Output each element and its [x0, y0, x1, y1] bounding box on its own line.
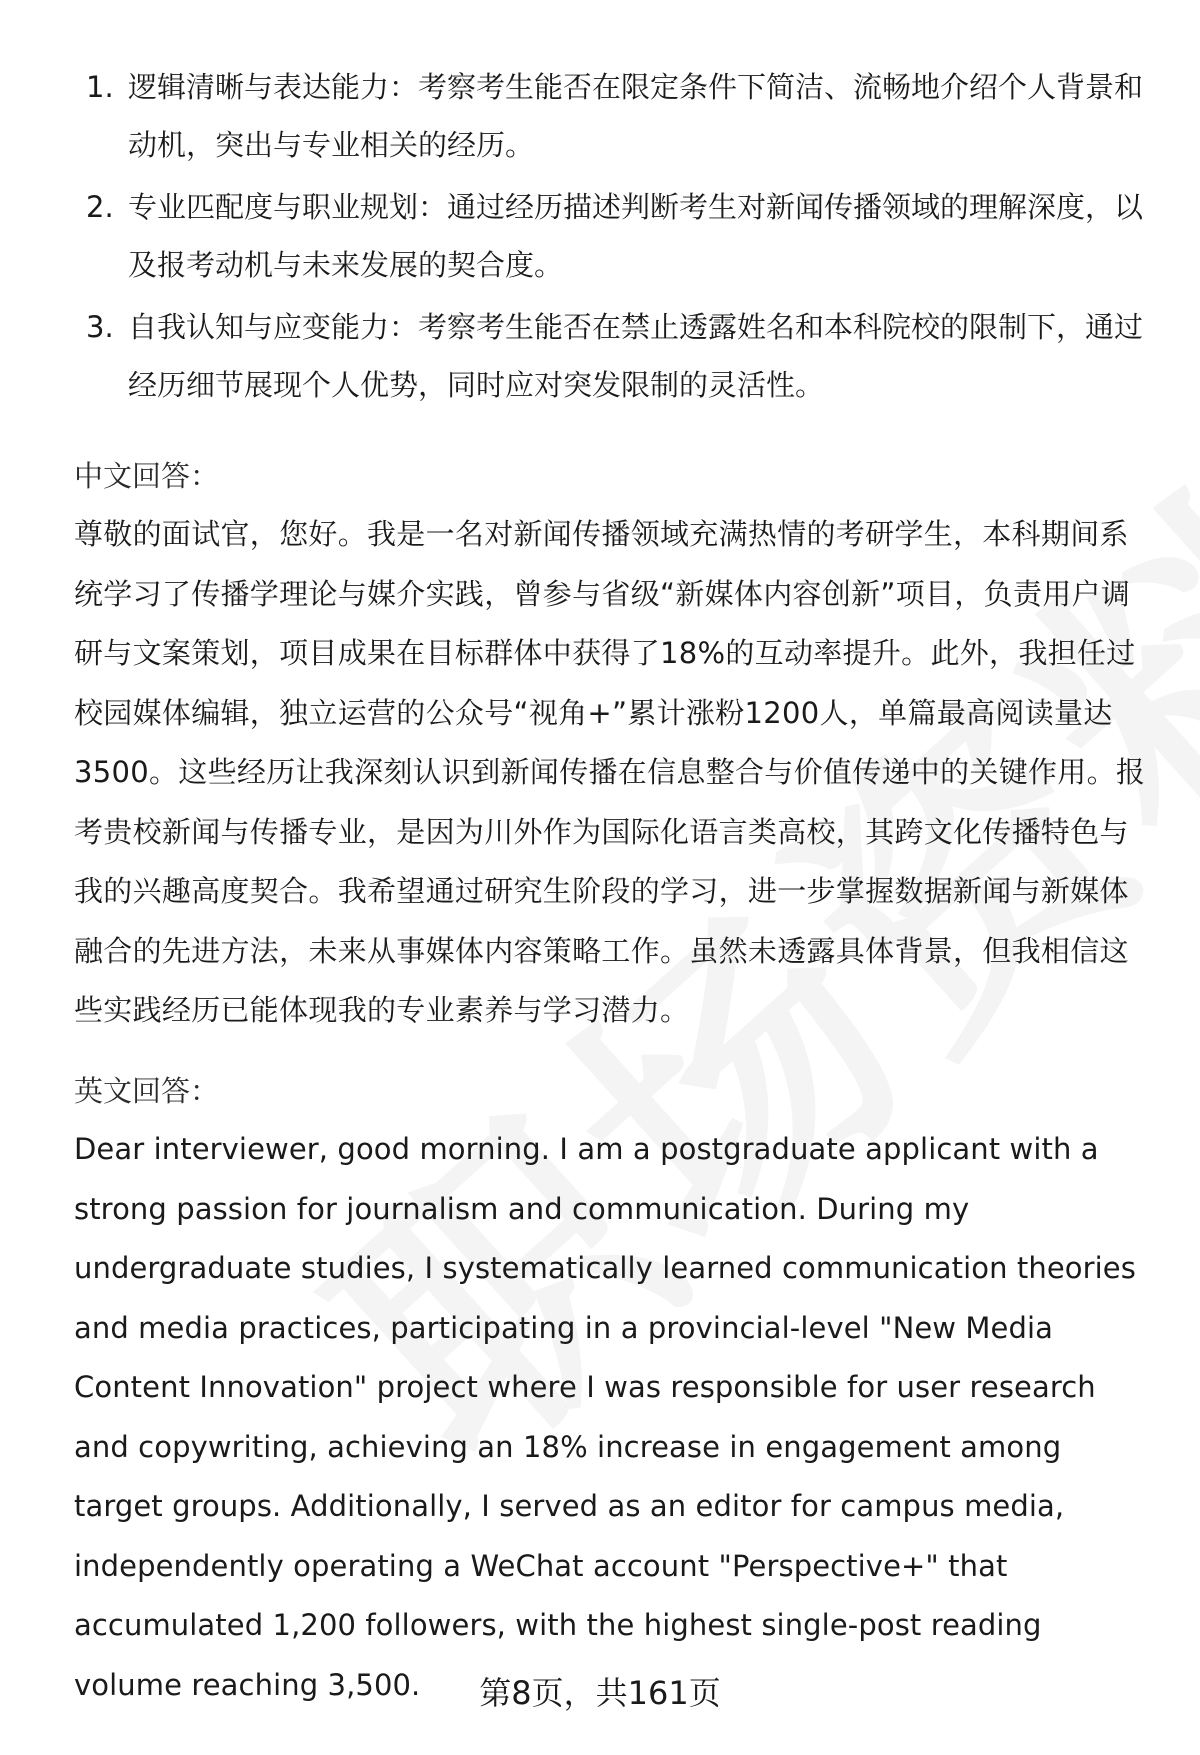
evaluation-points-list	[86, 58, 1146, 418]
chinese-answer-body: 尊敬的面试官，您好。我是一名对新闻传播领域充满热情的考研学生，本科期间系统学习了传播学理论与媒介实践，曾参与省级“新媒体内容创新”项目，负责用户调研与文案策划，项目成果在目标群体中获得了18%的互动率提升。此外，我担任过校园媒体编辑，独立运营的公众号“视角+”累计涨粉1200人，单篇最高阅读量达3500。这些经历让我深刻认识到新闻传播在信息整合与价值传递中的关键作用。报考贵校新闻与传播专业，是因为川外作为国际化语言类高校，其跨文化传播特色与我的兴趣高度契合。我希望通过研究生阶段的学习，进一步掌握数据新闻与新媒体融合的先进方法，未来从事媒体内容策略工作。虽然未透露具体背景，但我相信这些实践经历已能体现我的专业素养与学习潜力。	[74, 517, 1146, 1027]
list-item	[86, 298, 1146, 414]
list-item-text: 自我认知与应变能力：考察考生能否在禁止透露姓名和本科院校的限制下，通过经历细节展现个人优势，同时应对突发限制的灵活性。	[128, 310, 1144, 402]
list-item-text: 逻辑清晰与表达能力：考察考生能否在限定条件下简洁、流畅地介绍个人背景和动机，突出与专业相关的经历。	[128, 70, 1144, 162]
chinese-answer-label: 中文回答：	[74, 459, 220, 493]
list-item-number: 1.	[86, 70, 114, 104]
list-item-number: 3.	[86, 310, 114, 344]
english-answer-label: 英文回答：	[74, 1074, 220, 1108]
list-item-number: 2.	[86, 190, 114, 224]
chinese-answer-section	[74, 447, 1154, 1041]
list-item	[86, 58, 1146, 174]
list-item	[86, 178, 1146, 294]
english-answer-body: Dear interviewer, good morning. I am a postgraduate applicant with a strong passion for journalism and communication. During my undergraduate studies, I systematically learned communication theories and media practices, participating in a provincial-level "New Media Content Innovation" project where I was responsible for user research and copywriting, achieving an 18% increase in engagement among target groups. Additionally, I served as an editor for campus media, independently operating a WeChat account "Perspective+" that accumulated 1,200 followers, with the highest single-post reading volume reaching 3,500.	[74, 1132, 1136, 1702]
english-answer-section	[74, 1062, 1154, 1715]
page-number-footer: 第8页，共161页	[479, 1674, 721, 1712]
list-item-text: 专业匹配度与职业规划：通过经历描述判断考生对新闻传播领域的理解深度，以及报考动机与未来发展的契合度。	[128, 190, 1144, 282]
